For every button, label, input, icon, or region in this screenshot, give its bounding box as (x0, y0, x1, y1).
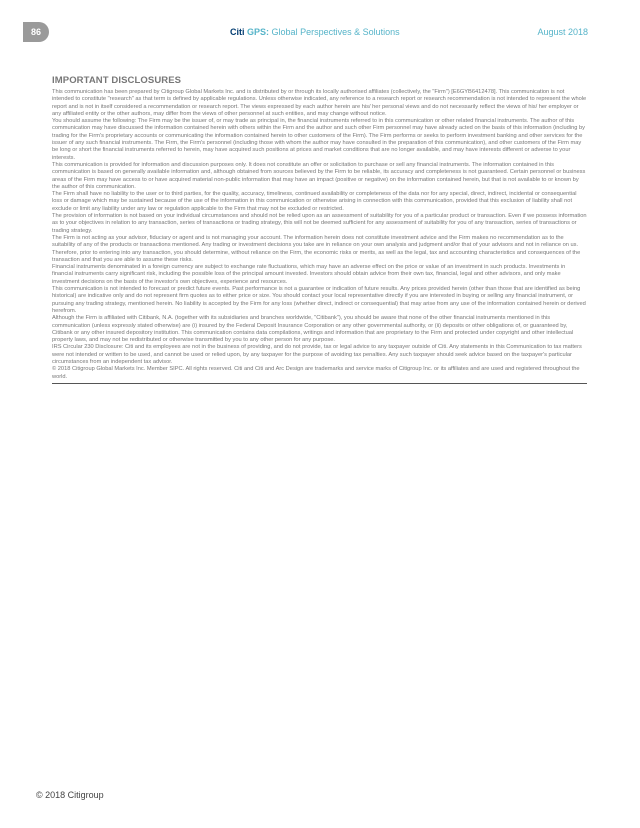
page-number-badge (23, 22, 49, 42)
disclosure-paragraph: You should assume the following: The Firm may be the issuer of, or may trade as principal in, the financial instruments referred to in this communication or other related financial instruments. The author of this communication may have discussed the information contained herein with others within the Firm and the author and such other Firm personnel may have already acted on the basis of this information (including by trading for the Firm's proprietary accounts or communicating the information contained herein to other customers of the Firm). The Firm performs or seeks to perform investment banking and other services for the issuer of any such financial instruments. The Firm, the Firm's personnel (including those with whom the author may have consulted in the preparation of this communication), and other customers of the Firm may be long or short the financial instruments referred to herein, may have acquired such positions at prices and market conditions that are no longer available, and may have interests different or adverse to your interests. (52, 118, 586, 161)
disclosure-paragraph: The Firm shall have no liability to the user or to third parties, for the quality, accuracy, timeliness, continued availability or completeness of the data nor for any special, direct, indirect, incidental or consequential loss or damage which may be sustained because of the use of the information in this communication or otherwise arising in connection with this communication, provided that this exclusion of liability shall not exclude or limit any liability under any law or regulation applicable to the Firm that may not be excluded or restricted. (52, 191, 577, 212)
disclosures-section (52, 75, 587, 384)
footer-copyright: © 2018 Citigroup (36, 790, 104, 800)
disclosure-paragraph: Although the Firm is affiliated with Citibank, N.A. (together with its subsidiaries and branches worldwide, "Citibank"), you should be aware that none of the other financial instruments mentioned in this communication (unless expressly stated otherwise) are (i) insured by the Federal Deposit Insurance Corporation or any other governmental authority, or (ii) deposits or other obligations of, or guaranteed by, Citibank or any other insured depository institution. This communication contains data compilations, writings and information that are proprietary to the Firm and protected under copyright and other intellectual property laws, and may not be redistributed or otherwise transmitted by you to any other person for any purpose. (52, 315, 574, 344)
disclosure-paragraph: The Firm is not acting as your advisor, fiduciary or agent and is not managing your account. The information herein does not constitute investment advice and the Firm makes no recommendation as to the suitability of any of the products or transactions mentioned. Any trading or investment decisions you take are in reliance on your own analysis and judgment and/or that of your advisors and not in reliance on us. Therefore, prior to entering into any transaction, you should determine, without reliance on the Firm, the economic risks or merits, as well as the legal, tax and accounting characteristics and consequences of the transaction and that you are able to assume these risks. (52, 234, 581, 263)
disclosure-paragraph: IRS Circular 230 Disclosure: Citi and its employees are not in the business of providing, and do not provide, tax or legal advice to any taxpayer outside of Citi. Any statements in this Communication to tax matters were not intended or written to be used, and cannot be used or relied upon, by any taxpayer for the purpose of avoiding tax penalties. Any such taxpayer should seek advice based on the taxpayer's particular circumstances from an independent tax advisor. (52, 344, 582, 365)
disclosure-paragraph: This communication is not intended to forecast or predict future events. Past performance is not a guarantee or indication of future results. Any prices provided herein (other than those that are identified as being historical) are indicative only and do not represent firm quotes as to either price or size. You should contact your local representative directly if you are interested in buying or selling any financial instrument, or pursuing any trading strategy, mentioned herein. No liability is accepted by the Firm for any loss (whether direct, indirect or consequential) that may arise from any use of the information contained herein or derived herefrom. (52, 286, 586, 314)
header-date: August 2018 (537, 27, 588, 37)
header-gps: GPS: (247, 27, 270, 37)
disclosure-paragraph: Financial instruments denominated in a foreign currency are subject to exchange rate fluctuations, which may have an adverse effect on the price or value of an investment in such products. Investments in financial instruments carry significant risk, including the possible loss of the principal amount invested. Investors should obtain advice from their own tax, financial, legal and other advisors, and only make investment decisions on the basis of the investor's own objectives, experience and resources. (52, 264, 566, 285)
disclosure-paragraph: This communication has been prepared by Citigroup Global Markets Inc. and is distributed by or through its locally authorised affiliates (collectively, the "Firm") [E6GYB6412478]. This communication is not intended to constitute "research" as that term is defined by applicable regulations. Unless otherwise indicated, any reference to a research report or research recommendation is not intended to represent the whole report and is not in itself considered a recommendation or research report. The views expressed by each author herein are his/ her personal views and do not necessarily reflect the views of his/ her employer or any affiliated entity or the other authors, may differ from the views of other personnel at such entities, and may change without notice. (52, 89, 587, 117)
disclosure-paragraph: The provision of information is not based on your individual circumstances and should not be relied upon as an assessment of suitability for you of a particular product or transaction. Even if we possess information as to your objectives in relation to any transaction, series of transactions or trading strategy, this will not be deemed sufficient for any assessment of suitability for you of any transaction, series of transactions or trading strategy. (52, 213, 587, 234)
header-subtitle: Global Perspectives & Solutions (271, 27, 400, 37)
section-heading: IMPORTANT DISCLOSURES (52, 75, 182, 86)
page-number: 86 (30, 27, 41, 37)
disclosure-paragraph: © 2018 Citigroup Global Markets Inc. Member SIPC. All rights reserved. Citi and Citi and Arc Design are trademarks and service marks of Citigroup Inc. or its affiliates and are used and registered throughout the world. (52, 366, 580, 380)
header-brand: Citi (230, 27, 245, 37)
header-title (230, 27, 400, 37)
disclosure-paragraph: This communication is provided for information and discussion purposes only. It does not constitute an offer or solicitation to purchase or sell any financial instruments. The information contained in this communication is based on generally available information and, although obtained from sources believed by the Firm to be reliable, its accuracy and completeness is not guaranteed. Certain personnel or business areas of the Firm may have access to or have acquired material non-public information that may have an impact (positive or negative) on the information contained herein, but that is not available to or known by the author of this communication. (52, 161, 586, 190)
